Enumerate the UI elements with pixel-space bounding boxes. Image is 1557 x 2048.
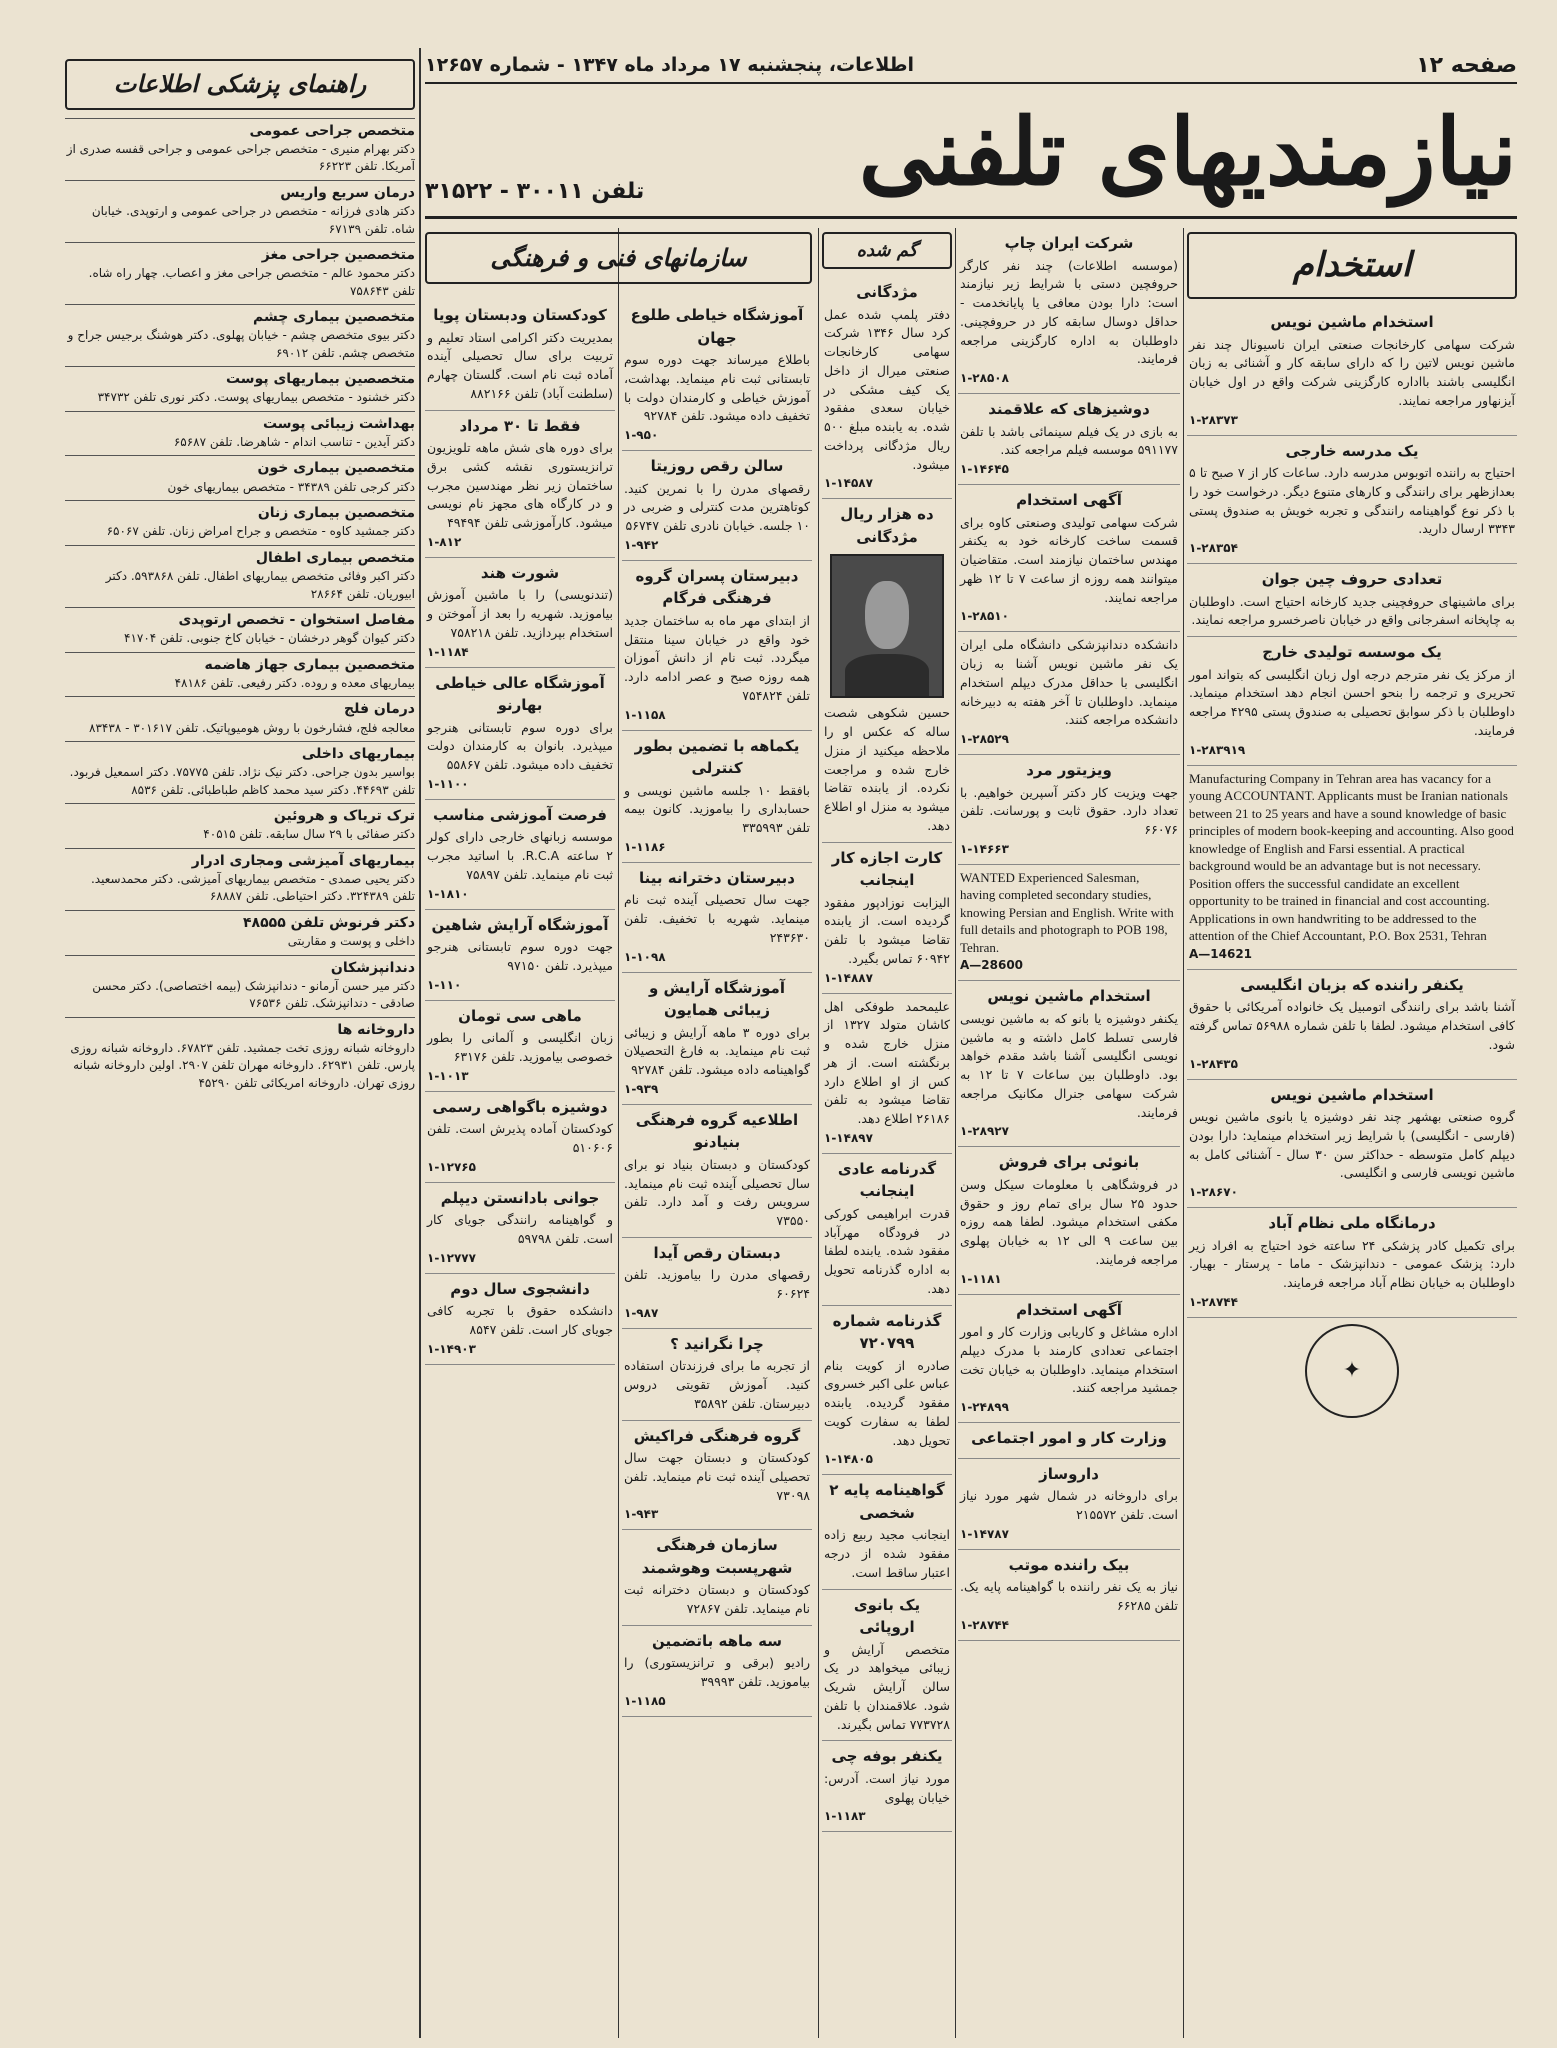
english-salesman-ad — [958, 865, 1180, 982]
ad-text: برای داروخانه در شمال شهر مورد نیاز است. تلفن ۲۱۵۵۷۲ — [960, 1488, 1178, 1522]
ad-title: چرا نگرانید ؟ — [670, 1334, 764, 1353]
ad-text: (تندنویسی) را با ماشین آموزش بیاموزید. شهریه را بعد از آموختن و استخدام بپردازید. تلفن ۷۵۸۲۱۸ — [427, 587, 613, 640]
medical-heading: متخصصین بیماری خون — [65, 455, 415, 478]
medical-entry: بواسیر بدون جراحی. دکتر نیک نژاد. تلفن ۷۵۷۷۵. دکتر اسمعیل فربود. تلفن ۴۴۶۹۳. دکتر سید محمد کاظم طباطبائی. تلفن ۸۵۳۶ — [69, 765, 415, 797]
ad-title: فقط تا ۳۰ مرداد — [459, 416, 581, 435]
medical-entry: دکتر میر حسن آرمانو - دندانپزشک (بیمه اختصاصی). دکتر محسن صادقی - دندانپزشک. تلفن ۷۶۵۳۶ — [92, 978, 415, 1011]
medical-entry: دکتر اکبر وفائی متخصص بیماریهای اطفال. تلفن ۵۹۳۸۶۸. دکتر ابیوریان. تلفن ۲۸۶۶۴ — [105, 569, 415, 601]
medical-heading: متخصصین بیماری زنان — [65, 500, 415, 523]
medical-heading: بهداشت زیبائی پوست — [65, 411, 415, 434]
classified-ad — [425, 300, 615, 411]
classified-ad — [622, 561, 812, 731]
classified-ad — [822, 1741, 952, 1832]
ad-text: جهت دوره سوم تابستانی هنرجو میپذیرد. تلفن ۹۷۱۵۰ — [427, 939, 613, 973]
medical-heading: بیماریهای داخلی — [65, 741, 415, 764]
classified-ad — [958, 981, 1180, 1147]
ad-title: آگهی استخدام — [1016, 1300, 1122, 1319]
classified-ad — [958, 228, 1180, 394]
classified-ad — [425, 668, 615, 800]
classified-ad — [1187, 307, 1517, 436]
ad-text: نیاز به یک نفر راننده با گواهینامه پایه یک. تلفن ۶۶۲۸۵ — [960, 1579, 1178, 1613]
classified-ad — [622, 1329, 812, 1421]
english-ad-text: Manufacturing Company in Tehran area has vacancy for a young ACCOUNTANT. Applicants must be Iranian nationals between 21 to 25 years and have a sound knowledge of basic principles of modern book-keeping and accounting. Also good knowledge of English and Farsi essential. A practical background would be an advantage but is not necessary. Position offers the successful candidate an excellent opportunity to be trained in financial and cost accounting. Applications in own handwriting to be addressed to the attention of the Chief Accountant, P.O. Box 2531, Tehran — [1189, 770, 1514, 944]
ad-title: گدرنامه عادی اینجانب — [837, 1159, 937, 1201]
classified-ad — [622, 300, 812, 451]
ad-text: اداره مشاغل و کاریابی وزارت کار و امور اجتماعی تعدادی کارمند با مدرک دیپلم استخدام مینماید. داوطلبان به خیابان تخت جمشید مراجعه کنند. — [960, 1324, 1178, 1396]
masthead-title: نیازمندیهای تلفنی — [858, 98, 1517, 206]
ad-code: ۱-۱۴۶۶۳ — [960, 841, 1009, 856]
classified-ad — [622, 1626, 812, 1717]
ad-text: صادره از کویت بنام عباس علی اکبر خسروی مفقود گردیده. یابنده لطفا به سفارت کویت تحویل دهد. — [824, 1357, 950, 1448]
classified-ad — [958, 1423, 1180, 1459]
employment-ads — [1187, 307, 1517, 766]
medical-entry: دکتر آیدین - تناسب اندام - شاهرضا. تلفن ۶۵۶۸۷ — [173, 435, 415, 450]
medical-entry: دکتر جمشید کاوه - متخصص و جراح امراض زنان. تلفن ۶۵۰۶۷ — [106, 524, 415, 539]
ad-code: ۱-۱۱۵۸ — [624, 707, 666, 722]
medical-heading: داروخانه ها — [65, 1017, 415, 1040]
employment-banner: استخدام — [1187, 232, 1517, 299]
ad-title: دبیرستان دخترانه بینا — [639, 868, 795, 887]
ad-text: علیمحمد طوفکی اهل کاشان متولد ۱۳۲۷ از منزل خارج شده و برنگشته است. از هر کس از او اطلاع دارد تقاضا میشود به تلفن ۲۶۱۸۶ اطلاع دهد. — [824, 998, 950, 1126]
ad-text: از تجربه ما برای فرزندتان استفاده کنید. آموزش تقویتی دروس دبیرستان. تلفن ۳۵۸۹۲ — [624, 1358, 810, 1411]
ad-code: ۱-۱۴۵۸۷ — [824, 476, 873, 491]
lost-column — [822, 228, 952, 2038]
ad-code: A—28600 — [960, 958, 1024, 973]
ad-code: ۱-۲۸۳۷۳ — [1189, 412, 1238, 427]
classified-ad — [1187, 564, 1517, 637]
classified-ad — [822, 1154, 952, 1306]
ad-title: گذرنامه شماره ۷۲۰۷۹۹ — [832, 1311, 942, 1352]
ad-code: ۱-۱۱۸۶ — [624, 839, 666, 854]
ad-code: ۱-۱۱۰۰ — [427, 776, 469, 791]
column-rule — [1183, 228, 1184, 2038]
ad-title: اطلاعیه گروه فرهنگی بنیادنو — [635, 1110, 799, 1152]
ad-code: ۱-۲۸۵۱۰ — [960, 609, 1009, 624]
medical-heading: درمان سریع واریس — [65, 180, 415, 203]
ad-text: رقصهای مدرن را با نمرین کنید. کوتاهترین مدت کنترلی و ضربی در ۱۰ جلسه. خیابان نادری تلفن ۵۶۷۴۷ — [624, 480, 810, 533]
ad-code: ۱-۸۱۲ — [427, 534, 462, 549]
classified-ad — [425, 1092, 615, 1183]
classified-ad — [958, 485, 1180, 632]
medical-heading: دکتر فرنوش تلفن ۴۸۵۵۵ — [65, 910, 415, 933]
ad-text: از مرکز یک نفر مترجم درجه اول زبان انگلیسی که بتواند امور تحریری و ترجمه را بنحو احسن انجام دهد استخدام مینماید. داوطلبان با ذکر سوابق تحصیلی به صندوق پستی ۴۲۹۵ مراجعه فرمایند. — [1189, 666, 1515, 738]
ad-text: باطلاع میرساند جهت دوره سوم تابستانی ثبت نام مینماید. بهداشت، آموزش خیاطی و کارمندان دولت با تخفیف داده میشود. تلفن ۹۲۷۸۴ — [624, 352, 810, 424]
classified-ad — [1187, 1208, 1517, 1318]
medical-entry: بیماریهای معده و روده. دکتر رفیعی. تلفن ۴۸۱۸۶ — [174, 675, 415, 690]
medical-entry: دکتر بهرام منیری - متخصص جراحی عمومی و جراحی قفسه صدری از آمریکا. تلفن ۶۶۲۲۳ — [66, 142, 415, 174]
ad-title: کودکستان ودبستان پویا — [433, 306, 607, 324]
medical-heading: متخصصین بیماریهای پوست — [65, 366, 415, 389]
ad-code: ۱-۱۱۸۵ — [624, 1693, 666, 1708]
ad-text: یکنفر دوشیزه یا بانو که به ماشین نویسی فارسی تسلط کامل داشته و به ماشین نویسی انگلیسی آشنا باشد مقدم خواهد بود. داوطلبان بین ساعات ۷ تا ۱۲ به شرکت سهامی جنرال مکانیک مراجعه فرمایند. — [960, 1010, 1179, 1120]
column-rule — [955, 228, 956, 2038]
medical-entry: دکتر کیوان گوهر درخشان - خیابان کاخ جنوبی. تلفن ۴۱۷۰۴ — [124, 631, 415, 646]
medical-entry: داخلی و پوست و مقاربتی — [287, 934, 415, 949]
classified-ad — [822, 994, 952, 1154]
medical-entry: دکتر کرجی تلفن ۳۴۳۸۹ - متخصص بیماریهای خون — [167, 479, 415, 494]
medical-heading: متخصص جراحی عمومی — [65, 118, 415, 141]
institutes-column-right — [622, 300, 812, 2038]
medical-entry: دکتر یحیی صمدی - متخصص بیماریهای آمیزشی. دکتر محمدسعید. تلفن ۳۲۴۳۸۹. دکتر احتیاطی. تلفن ۶۸۸۸۷ — [90, 872, 415, 904]
ad-code: ۱-۲۸۳۵۴ — [1189, 541, 1238, 555]
ad-title: شرکت ایران چاپ — [1004, 234, 1134, 252]
ad-code: ۱-۱۴۸۰۵ — [824, 1452, 873, 1467]
ad-code: ۱-۹۴۳ — [624, 1507, 659, 1522]
classified-ad — [622, 863, 812, 973]
classified-ad — [1187, 970, 1517, 1080]
ad-title: آموزشگاه آرایش و زیبائی همایون — [649, 978, 785, 1019]
ad-title: فرصت آموزشی مناسب — [432, 805, 608, 824]
ad-code: ۱-۲۸۴۳۵ — [1189, 1056, 1238, 1071]
ad-text: در فروشگاهی با معلومات سیکل وسن حدود ۲۵ سال برای تمام روز و حقوق مکفی استخدام میشود. لطفا همه روزه بین ساعت ۹ الی ۱۲ به خیابان پهلوی مراجعه فرمایند. — [960, 1176, 1179, 1267]
ad-text: و گواهینامه رانندگی جویای کار است. تلفن ۵۹۷۹۸ — [427, 1212, 613, 1246]
ad-text: کودکستان و دبستان جهت سال تحصیلی آینده ثبت نام مینماید. تلفن ۷۳۰۹۸ — [624, 1450, 810, 1503]
ad-title: مژدگانی — [856, 283, 918, 301]
ad-code: ۱-۱۲۷۶۵ — [427, 1159, 476, 1174]
employment-column — [1187, 228, 1517, 2038]
ad-code: ۱-۲۸۶۷۰ — [1189, 1185, 1238, 1200]
classified-ad — [822, 1306, 952, 1476]
ad-code: ۱-۱۴۹۰۳ — [427, 1341, 476, 1356]
ad-code: ۱-۱۰۹۸ — [624, 949, 666, 964]
medical-heading: متخصصین بیماری جهاز هاضمه — [65, 652, 415, 675]
ad-code: ۱-۹۸۷ — [624, 1305, 659, 1320]
ad-title: درمانگاه ملی نظام آباد — [1268, 1214, 1436, 1233]
ad-code: ۱-۱۱۸۴ — [427, 644, 469, 659]
medical-entry: داروخانه شبانه روزی تخت جمشید. تلفن ۶۷۸۲۳. داروخانه شبانه روزی پارس. تلفن ۶۲۹۳۱. داروخانه مهران تلفن ۲۹۰۷. اولین داروخانه شبانه روزی تهران. داروخانه امریکائی تلفن ۴۵۲۹۰ — [70, 1040, 415, 1090]
ad-title: وزارت کار و امور اجتماعی — [971, 1429, 1167, 1448]
ad-text: دانشکده حقوق با تجربه کافی جویای کار است. تلفن ۸۵۴۷ — [427, 1303, 613, 1337]
ad-text: رادیو (برقی و ترانزیستوری) را بیاموزید. تلفن ۳۹۹۹۳ — [624, 1655, 810, 1689]
medical-heading: دندانپزشکان — [65, 955, 415, 978]
ad-title: یکنفر راننده که بزبان انگلیسی — [1240, 975, 1464, 994]
ad-title: ویزیتور مرد — [1026, 761, 1112, 779]
ad-title: آموزشگاه آرایش شاهین — [431, 915, 609, 934]
ad-text: حسین شکوهی شصت ساله که عکس او را ملاحظه میکنید از منزل خارج شده و مراجعت نکرده. از یابنده تقاضا میشود به منزل او اطلاع دهد. — [824, 705, 950, 833]
classified-ad — [1187, 637, 1517, 766]
ad-text: الیزابت نوزادپور مفقود گردیده است. از یابنده تقاضا میشود با تلفن ۶۰۹۴۲ تماس بگیرد. — [824, 894, 950, 966]
institutes-column-left — [425, 300, 615, 2038]
lost-banner: گم شده — [822, 232, 952, 269]
lost-ads — [822, 277, 952, 1832]
ad-text: قدرت ابراهیمی کورکی در فرودگاه مهرآباد مفقود شده. یابنده لطفا به اداره گذرنامه تحویل دهد. — [824, 1205, 950, 1296]
ad-text: موسسه زبانهای خارجی دارای کولر ۲ ساعته R.C.A. با اساتید مجرب ثبت نام مینماید. تلفن ۷۵۸۹۷ — [427, 829, 613, 882]
ad-title: دوشیزه باگواهی رسمی — [432, 1097, 608, 1116]
ad-text: برای دوره ۳ ماهه آرایش و زیبائی ثبت نام مینماید. به فارغ التحصیلان گواهینامه داده میشود. تلفن ۹۲۷۸۴ — [624, 1024, 810, 1077]
classified-ad — [622, 1530, 812, 1626]
classified-ad — [958, 1550, 1180, 1641]
ad-title: گواهینامه پایه ۲ شخصی — [829, 1481, 945, 1522]
ad-text: احتیاج به راننده اتوبوس مدرسه دارد. ساعات کار از ۷ صبح تا ۵ بعدازظهر برای رانندگی و کارهای متنوع دیگر. درخواست خود را با ذکر نوع گواهینامه رانندگی و تجربه خویش به صندوق پستی ۳۳۴۳ ارسال دارید. — [1189, 465, 1515, 537]
ad-title: سالن رقص روزیتا — [650, 457, 784, 475]
classified-ad — [622, 1105, 812, 1238]
ad-text: (موسسه اطلاعات) چند نفر کارگر حروفچین دستی با شرایط زیر نیازمند است: دارا بودن معافی یا پایانخدمت - حداقل دوسال سابقه کار در حروفچینی. داوطلبان به اداره کارگزینی مراجعه فرمایند. — [960, 257, 1178, 367]
classified-ad — [958, 1459, 1180, 1550]
classified-ad — [958, 632, 1180, 755]
institute-ads — [622, 300, 812, 1717]
ad-title: آموزشگاه عالی خیاطی بهارنو — [435, 673, 605, 714]
ad-title: سه ماهه باتضمین — [651, 1631, 783, 1650]
ad-text: شرکت سهامی کارخانجات صنعتی ایران ناسیونال چند نفر ماشین نویس لاتین را که دارای سابقه کار و آشنائی به زبان انگلیسی باشند بااداره کارگزینی شرکت واقع در اول خیابان آیزنهاور مراجعه نمایند. — [1189, 336, 1515, 408]
ad-title: دبستان رقص آیدا — [653, 1243, 781, 1262]
ad-title: ده هزار ریال مژدگانی — [840, 505, 934, 546]
ad-title: یک مدرسه خارجی — [1285, 441, 1419, 460]
ad-text: رقصهای مدرن را بیاموزید. تلفن ۶۰۶۲۴ — [624, 1267, 810, 1301]
ad-title: بیک راننده موتب — [1008, 1555, 1130, 1574]
portrait-photo — [830, 554, 944, 698]
ad-text: مورد نیاز است. آدرس: خیابان پهلوی — [824, 1770, 950, 1805]
ad-text: کودکستان آماده پذیرش است. تلفن ۵۱۰۶۰۶ — [427, 1121, 613, 1155]
ad-code: ۱-۲۴۸۹۹ — [960, 1400, 1009, 1415]
medical-heading: متخصصین جراحی مغز — [65, 242, 415, 265]
ad-code: ۱-۱۱۸۱ — [960, 1271, 1002, 1286]
ad-title: آموزشگاه خیاطی طلوع جهان — [630, 306, 804, 347]
ad-title: تعدادی حروف چین جوان — [1261, 570, 1443, 588]
ad-title: دانشجوی سال دوم — [450, 1279, 590, 1298]
classified-ad — [425, 558, 615, 668]
company-logo-icon: ✦ — [1305, 1324, 1399, 1418]
ad-text: دفتر پلمپ شده عمل کرد سال ۱۳۴۶ شرکت سهامی کارخانجات صنعتی میرال از داخل یک کیف مشکی در خیابان سعدی مفقود شده. به یابنده مبلغ ۵۰۰ ریال مژدگانی پرداخت میشود. — [824, 306, 950, 472]
ad-title: بانوئی برای فروش — [998, 1153, 1140, 1172]
ad-text: از ابتدای مهر ماه به ساختمان جدید خود واقع در خیابان سینا منتقل میگردد. ثبت نام از دانش آموزان همه روزه صبح و عصر ادامه دارد. تلفن ۷۵۴۸۲۴ — [624, 612, 810, 703]
ad-code: ۱-۲۸۵۲۹ — [960, 732, 1009, 746]
medical-entry: دکتر خشنود - متخصص بیماریهای پوست. دکتر نوری تلفن ۳۴۷۳۲ — [97, 390, 415, 405]
ad-code: ۱-۱۴۸۸۷ — [824, 970, 873, 985]
classified-ad — [425, 1001, 615, 1092]
classified-ad — [425, 1183, 615, 1274]
ad-title: گروه فرهنگی فراکیش — [633, 1426, 801, 1445]
ad-text: برای تکمیل کادر پزشکی ۲۴ ساعته خود احتیاج به افراد زیر دارد: پزشک عمومی - دندانپزشک - ماما - پرستار - بهیار. داوطلبان به خیابان نظام آباد مراجعه فرمایند. — [1189, 1237, 1515, 1291]
ad-text: بمدیریت دکتر اکرامی استاد تعلیم و تربیت برای سال تحصیلی آینده آماده ثبت نام است. گلستان چهارم (سلطنت آباد) تلفن ۸۸۲۱۶۶ — [427, 329, 613, 401]
ad-text: به بازی در یک فیلم سینمائی باشد با تلفن ۵۹۱۱۷۷ موسسه فیلم مراجعه کند. — [960, 423, 1178, 458]
ad-text: گروه صنعتی بهشهر چند نفر دوشیزه یا بانوی ماشین نویس (فارسی - انگلیسی) با شرایط زیر استخدام مینماید: دارا بودن دیپلم کامل متوسطه - حداکثر سن ۳۰ سال - آشنائی کامل به ماشین نویسی فارسی و انگلیسی. — [1189, 1109, 1515, 1181]
ad-title: جوانی بادانستن دیپلم — [440, 1188, 600, 1207]
ad-code: ۱-۲۸۳۹۱۹ — [1189, 742, 1246, 757]
classified-ad — [425, 411, 615, 558]
medical-entry: معالجه فلج، فشارخون با روش هومیوپاتیک. تلفن ۳۰۱۶۱۷ - ۸۳۴۳۸ — [89, 720, 415, 735]
classified-ad — [622, 973, 812, 1105]
ad-code: ۱-۲۸۹۲۷ — [960, 1124, 1009, 1139]
column-rule — [618, 228, 619, 2038]
ad-title: استخدام ماشین نویس — [1270, 313, 1434, 331]
medical-entry: دکتر صفائی با ۲۹ سال سابقه. تلفن ۴۰۵۱۵ — [203, 827, 415, 842]
classified-ad — [622, 451, 812, 561]
classified-ad — [958, 1147, 1180, 1294]
ad-text: زبان انگلیسی و آلمانی را بطور خصوصی بیاموزید. تلفن ۶۳۱۷۶ — [427, 1030, 613, 1064]
ad-code: ۱-۱۸۱۰ — [427, 886, 469, 901]
issue-line: اطلاعات، پنجشنبه ۱۷ مرداد ماه ۱۳۴۷ - شماره ۱۲۶۵۷ — [425, 54, 915, 76]
column-rule — [419, 48, 421, 2038]
ad-title: استخدام ماشین نویس — [987, 987, 1151, 1006]
medical-heading: بیماریهای آمیزشی ومجاری ادرار — [65, 848, 415, 871]
ad-text: جهت ویزیت کار دکتر آسپرین خواهیم. با تعداد دارد. حقوق ثابت و پورسانت. تلفن ۶۶۰۷۶ — [960, 784, 1178, 837]
english-ad-text: WANTED Experienced Salesman, having completed secondary studies, knowing Persian and English. Write with full details and photograph to POB 198, Tehran. — [960, 869, 1174, 955]
ad-code: ۱-۲۸۵۰۸ — [960, 371, 1009, 385]
ad-title: یک موسسه تولیدی خارج — [1262, 643, 1442, 661]
masthead — [425, 88, 1517, 219]
classified-ad — [1187, 1080, 1517, 1209]
classified-ad — [958, 394, 1180, 485]
medical-guide-list — [65, 118, 415, 1092]
ad-title: آگهی استخدام — [1016, 491, 1122, 509]
ad-title: شورت هند — [480, 563, 560, 582]
classified-ad — [822, 499, 952, 842]
ad-code: A—14621 — [1189, 946, 1253, 961]
ad-code: ۱-۹۴۲ — [624, 537, 659, 552]
ad-code: ۱-۲۸۷۴۴ — [960, 1617, 1009, 1632]
ad-text: کودکستان و دبستان دخترانه ثبت نام مینماید. تلفن ۷۲۸۶۷ — [624, 1582, 810, 1616]
sidebar — [65, 55, 415, 2040]
ad-title: یک بانوی اروپائی — [853, 1595, 921, 1636]
classified-ad — [1187, 436, 1517, 565]
ad-text: متخصص آرایش و زیبائی میخواهد در یک سالن آرایش شریک شود. علاقمندان با تلفن ۷۷۳۷۲۸ تماس بگیرند. — [824, 1641, 950, 1732]
column-rule — [818, 228, 819, 2038]
ad-text: بافقط ۱۰ جلسه ماشین نویسی و حسابداری را بیاموزید. کانون بیمه تلفن ۳۳۵۹۹۳ — [624, 782, 810, 835]
ad-code: ۱-۹۵۰ — [624, 428, 659, 442]
ad-title: استخدام ماشین نویس — [1270, 1085, 1434, 1104]
ad-text: کودکستان و دبستان بنیاد نو برای سال تحصیلی آینده ثبت نام مینماید. سرویس رفت و آمد دارد. تلفن ۷۳۵۵۰ — [624, 1156, 810, 1228]
ad-code: ۱-۱۲۷۷۷ — [427, 1250, 476, 1265]
ad-text: برای دوره های شش ماهه تلویزیون ترانزیستوری نقشه کشی برق ساختمان زیر نظر مهندسین مجرب و در کارگاه های مجهز نام نویسی میشود. کارآموزشی تلفن ۴۹۴۹۴ — [427, 440, 613, 530]
classified-ad — [822, 1590, 952, 1742]
medical-heading: درمان فلج — [65, 696, 415, 719]
ad-text: شرکت سهامی تولیدی وصنعتی کاوه برای قسمت ساخت کارخانه خود به یکنفر مهندس ساختمان نیازمند است. متقاضیان میتوانند همه روزه از ساعت ۷ تا ۱۲ ظهر مراجعه نمایند. — [960, 514, 1178, 605]
employment-ads-more — [1187, 970, 1517, 1318]
ad-code: ۱-۱۴۶۴۵ — [960, 462, 1009, 476]
employment-column-2 — [958, 228, 1180, 2038]
ad-title: کارت اجازه کار اینجانب — [831, 848, 943, 889]
ad-code: ۱-۱۱۰ — [427, 977, 462, 992]
ad-title: دبیرستان پسران گروه فرهنگی فرگام — [635, 566, 799, 608]
medical-entry: دکتر محمود عالم - متخصص جراحی مغز و اعصاب. چهار راه شاه. تلفن ۷۵۸۶۴۳ — [88, 266, 415, 298]
classified-ad — [425, 910, 615, 1001]
classified-ad — [622, 1238, 812, 1329]
classified-ad — [822, 843, 952, 994]
employment-ads-3 — [958, 981, 1180, 1640]
ad-code: ۱-۱۰۱۳ — [427, 1068, 469, 1083]
medical-heading: متخصص بیماری اطفال — [65, 545, 415, 568]
ad-title: ماهی سی تومان — [458, 1006, 582, 1025]
classified-ad — [822, 1475, 952, 1589]
page-header — [425, 48, 1517, 84]
classified-ad — [958, 1295, 1180, 1424]
page-number: صفحه ۱۲ — [1416, 52, 1517, 78]
ad-text: اینجانب مجید ربیع زاده مفقود شده از درجه اعتبار ساقط است. — [824, 1527, 950, 1580]
ad-code: ۱-۲۸۷۴۴ — [1189, 1294, 1238, 1309]
classified-ad — [822, 277, 952, 499]
medical-entry: دکتر بیوی متخصص چشم - خیابان پهلوی. دکتر هوشنگ برجیس جراح و متخصص چشم. تلفن ۶۹۰۱۲ — [67, 328, 415, 360]
ad-text: آشنا باشد برای رانندگی اتومبیل یک خانواده آمریکائی با حقوق کافی استخدام میشود. لطفا با تلفن شماره ۵۶۹۸۸ تماس گرفته شود. — [1189, 999, 1515, 1052]
classified-ad — [622, 1421, 812, 1531]
ad-text: برای ماشینهای حروفچینی جدید کارخانه احتیاج است. داوطلبان به چاپخانه اسفرجانی واقع در خیابان ناصرخسرو مراجعه نمایند. — [1189, 593, 1515, 628]
ad-text: برای دوره سوم تابستانی هنرجو میپذیرد. بانوان به کارمندان دولت تخفیف داده میشود. تلفن ۵۵۸۶۷ — [427, 719, 613, 772]
ad-code: ۱-۱۴۷۸۷ — [960, 1526, 1009, 1541]
institutes-banner: سازمانهای فنی و فرهنگی — [425, 232, 812, 284]
english-accountant-ad — [1187, 766, 1517, 970]
masthead-phone: تلفن ۳۰۰۱۱ - ۳۱۵۲۲ — [425, 179, 645, 204]
medical-heading: مفاصل استخوان - تخصص ارتوپدی — [65, 607, 415, 630]
employment-ads-2 — [958, 228, 1180, 865]
ad-title: یکنفر بوفه چی — [831, 1747, 943, 1766]
classified-ad — [622, 731, 812, 863]
medical-entry: دکتر هادی فرزانه - متخصص در جراحی عمومی و ارتوپدی. خیابان شاه. تلفن ۶۷۱۳۹ — [91, 204, 415, 236]
ad-title: دوشیزهای که علاقمند — [988, 400, 1150, 418]
medical-guide-banner: راهنمای پزشکی اطلاعات — [65, 59, 415, 110]
ad-title: سازمان فرهنگی شهرپسبت وهوشمند — [641, 1536, 793, 1577]
institute-ads-2 — [425, 300, 615, 1365]
ad-title: یکماهه با تضمین بطور کنترلی — [634, 736, 800, 777]
ad-code: ۱-۱۴۸۹۷ — [824, 1130, 873, 1145]
medical-heading: متخصصین بیماری چشم — [65, 304, 415, 327]
ad-code: ۱-۹۳۹ — [624, 1081, 659, 1096]
classified-ad — [425, 1274, 615, 1365]
ad-title: داروساز — [1039, 1464, 1099, 1483]
medical-heading: ترک تریاک و هروئین — [65, 803, 415, 826]
ad-text: دانشکده دندانپزشکی دانشگاه ملی ایران یک نفر ماشین نویس آشنا به زبان انگلیسی با حداقل مدرک دیپلم استخدام مینماید. داوطلبان تا آخر هفته به دبیرخانه دانشکده مراجعه کنند. — [960, 637, 1178, 728]
classified-ad — [425, 800, 615, 910]
ad-text: جهت سال تحصیلی آینده ثبت نام مینماید. شهریه با تخفیف. تلفن ۲۴۳۶۳۰ — [624, 892, 810, 945]
ad-code: ۱-۱۱۸۳ — [824, 1809, 866, 1824]
classified-ad — [958, 755, 1180, 865]
